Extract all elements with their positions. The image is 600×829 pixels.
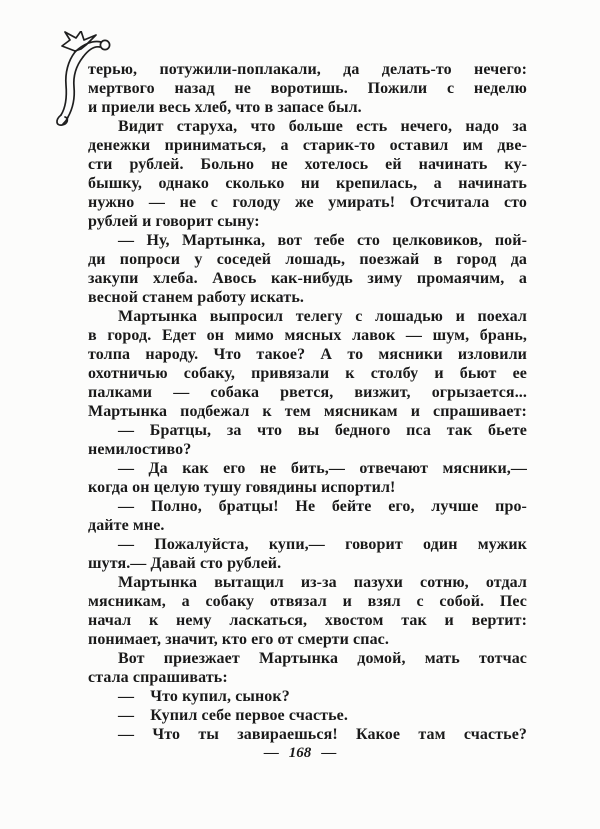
folio-dash-right: — (321, 745, 337, 761)
text-line: понимает, значит, кто его от смерти спас. (88, 631, 389, 648)
page-number: 168 (288, 745, 312, 761)
text-line: Видит старуха, что больше есть нечего, надо за (118, 118, 527, 135)
text-line: мертвого назад не воротишь. Пожили с неделю (88, 80, 527, 97)
text-line: дайте мне. (88, 517, 165, 534)
text-line: закупи хлеба. Авось как-нибудь зиму промаячим, а (88, 270, 527, 287)
text-line: шутя.— Давай сто рублей. (88, 555, 282, 572)
text-line: — Да как его не бить,— отвечают мясники,— (118, 460, 527, 477)
page-number-footer (0, 745, 600, 762)
text-line: бышку, однако сколько ни крепилась, а начинать (88, 175, 527, 192)
text-line: немилостиво? (88, 441, 192, 458)
folio-dash-left: — (263, 745, 279, 761)
text-line: терью, потужили-поплакали, да делать-то нечего: (88, 61, 527, 78)
text-line: стала спрашивать: (88, 669, 228, 686)
text-block (88, 60, 527, 744)
text-line: нужно — не с голоду же умирать! Отсчитала сто (88, 194, 527, 211)
text-line: — Что ты завираешься! Какое там счастье? (118, 726, 527, 743)
text-line: мясникам, а собаку отвязал и взял с собой. Пес (88, 593, 527, 610)
text-line: и приели весь хлеб, что в запасе был. (88, 99, 362, 116)
text-line: — Пожалуйста, купи,— говорит один мужик (118, 536, 527, 553)
text-line: — Братцы, за что вы бедного пса так бьете (118, 422, 527, 439)
text-line: денежки приниматься, а старик-то оставил им две- (88, 137, 527, 154)
text-line: Мартынка подбежал к тем мясникам и спрашивает: (88, 403, 527, 420)
text-line: — Купил себе первое счастье. (118, 707, 348, 724)
text-line: палками — собака рвется, визжит, огрызается... (88, 384, 527, 401)
text-line: начал к нему ласкаться, хвостом так и вертит: (88, 612, 527, 629)
text-line: сти рублей. Больно не хотелось ей начинать ку- (88, 156, 527, 173)
text-line: толпа народу. Что такое? А то мясники изловили (88, 346, 527, 363)
text-line: Вот приезжает Мартынка домой, мать тотчас (118, 650, 527, 667)
text-line: Мартынка вытащил из-за пазухи сотню, отдал (118, 574, 527, 591)
text-line: — Что купил, сынок? (118, 688, 290, 705)
text-line: рублей и говорит сыну: (88, 213, 260, 230)
text-line: в город. Едет он мимо мясных лавок — шум, брань, (88, 327, 527, 344)
text-line: Мартынка выпросил телегу с лошадью и поехал (118, 308, 527, 325)
text-line: весной станем работу искать. (88, 289, 304, 306)
text-line: ди попроси у соседей лошадь, поезжай в город да (88, 251, 527, 268)
text-line: — Ну, Мартынка, вот тебе сто целковиков, пой- (118, 232, 527, 249)
text-line: — Полно, братцы! Не бейте его, лучше про- (118, 498, 527, 515)
text-line: когда он целую тушу говядины испортил! (88, 479, 396, 496)
text-line: охотничью собаку, привязали к столбу и бьют ее (88, 365, 527, 382)
